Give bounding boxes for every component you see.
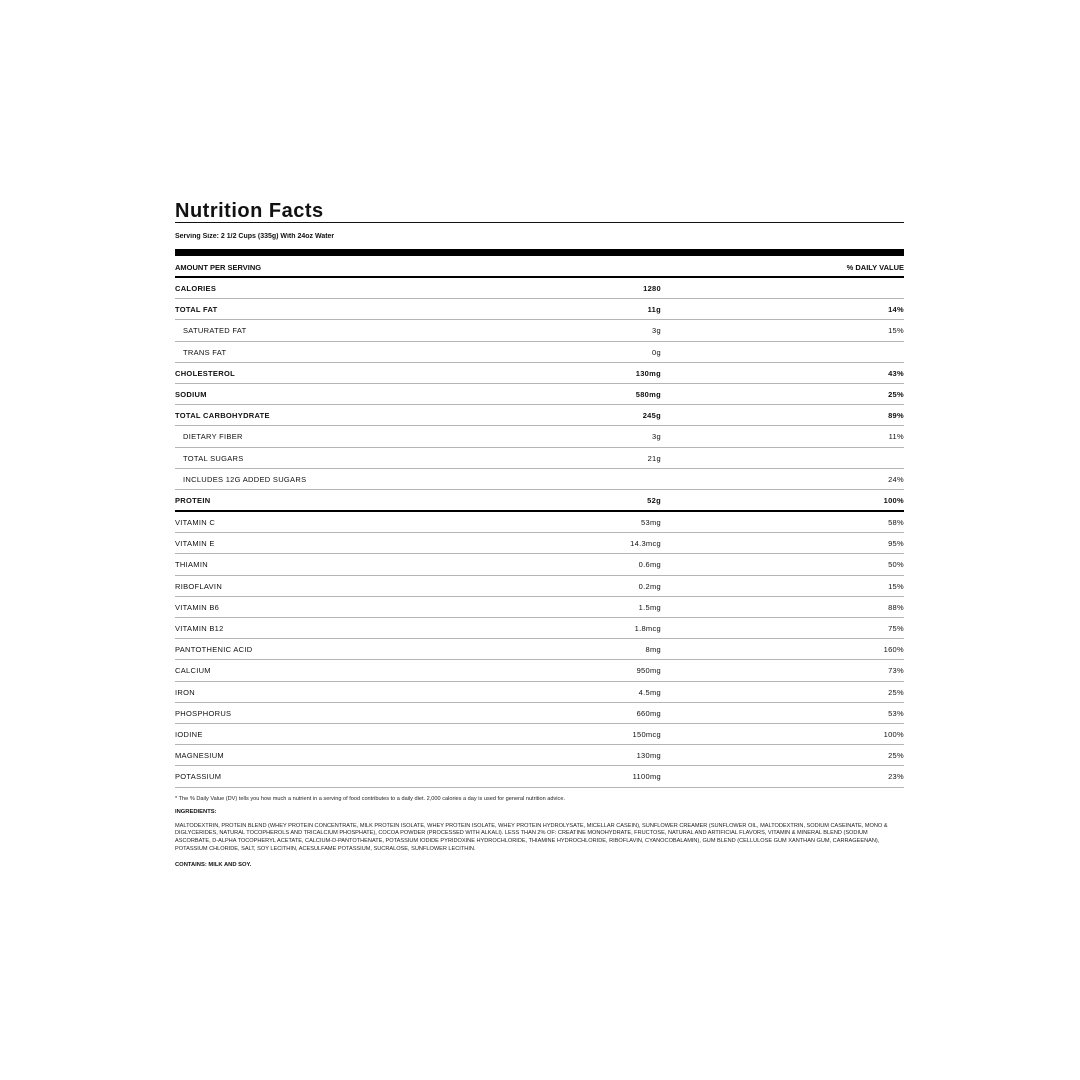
nutrient-name: VITAMIN C <box>175 518 216 528</box>
allergen-statement: CONTAINS: MILK AND SOY. <box>175 861 252 868</box>
nutrient-daily-value: 53% <box>888 708 904 718</box>
amount-per-serving-heading: AMOUNT PER SERVING <box>175 262 262 272</box>
nutrient-daily-value: 25% <box>888 751 904 761</box>
nutrient-row <box>175 426 904 447</box>
nutrient-daily-value: 23% <box>888 772 904 782</box>
serving-size: Serving Size: 2 1/2 Cups (335g) With 24oz Water <box>175 233 335 240</box>
nutrient-row <box>175 384 904 405</box>
nutrient-daily-value: 14% <box>888 305 904 315</box>
nutrition-facts-panel <box>175 200 904 868</box>
nutrient-amount: 0g <box>652 347 661 357</box>
nutrient-name: CALCIUM <box>175 666 211 676</box>
nutrient-row <box>175 278 904 299</box>
nutrient-name: VITAMIN B6 <box>175 602 220 612</box>
ingredients-text: MALTODEXTRIN, PROTEIN BLEND (WHEY PROTEIN CONCENTRATE, MILK PROTEIN ISOLATE, WHEY PROTEIN ISOLATE, WHEY PROTEIN HYDROLYSATE, MICELLAR CASEIN), SUNFLOWER CREAMER (SUNFLOWER OIL, MALTODEXTRIN, SODIUM CASEINATE, MONO & DIGLYCERIDES, NATURAL TOCOPHEROLS AND TRICALCIUM PHOSPHATE), COCOA POWDER (PROCESSED WITH ALKALI). LESS THAN 2% OF: CREATINE MONOHYDRATE, FRUCTOSE, NATURAL AND ARTIFICIAL FLAVORS, VITAMIN & MINERAL BLEND (SODIUM ASCORBATE, D-ALPHA TOCOPHERYL ACETATE, CALCIUM-D-PANTOTHENATE, POTASSIUM IODIDE PYRIDOXINE HYDROCHLORIDE, THIAMINE HYDROCHLORIDE, RIBOFLAVIN, CYANOCOBALAMIN), GUM BLEND (CELLULOSE GUM XANTHAN GUM, CARRAGEENAN), POTASSIUM CHLORIDE, SALT, SOY LECITHIN, ACESULFAME POTASSIUM, SUCRALOSE, SUNFLOWER LECITHIN. <box>175 822 888 852</box>
nutrient-row <box>175 639 904 660</box>
nutrient-row <box>175 660 904 681</box>
daily-value-heading: % DAILY VALUE <box>846 262 904 272</box>
nutrient-name: VITAMIN E <box>175 539 215 549</box>
nutrient-amount: 52g <box>647 495 661 505</box>
nutrient-name: TOTAL FAT <box>175 305 218 315</box>
nutrient-daily-value: 50% <box>888 560 904 570</box>
nutrient-daily-value: 160% <box>883 645 904 655</box>
nutrient-name: SODIUM <box>175 389 207 399</box>
nutrient-amount: 660mg <box>636 708 661 718</box>
nutrient-row <box>175 597 904 618</box>
nutrient-amount: 11g <box>647 305 661 315</box>
title-divider <box>175 222 904 223</box>
nutrient-daily-value: 43% <box>888 368 904 378</box>
nutrient-daily-value: 89% <box>888 411 904 421</box>
nutrient-daily-value: 100% <box>883 729 904 739</box>
nutrient-name: CHOLESTEROL <box>175 368 235 378</box>
nutrient-row <box>175 554 904 575</box>
nutrient-row <box>175 299 904 320</box>
nutrient-amount: 1280 <box>643 284 661 293</box>
nutrient-daily-value: 95% <box>888 539 904 549</box>
nutrient-daily-value: 15% <box>888 326 904 336</box>
nutrient-daily-value: 11% <box>888 432 904 442</box>
nutrient-row <box>175 363 904 384</box>
nutrient-daily-value: 25% <box>888 389 904 399</box>
nutrient-amount: 1100mg <box>632 772 661 782</box>
nutrient-name: TOTAL SUGARS <box>183 453 244 463</box>
nutrient-row <box>175 766 904 787</box>
daily-value-footnote: * The % Daily Value (DV) tells you how much a nutrient in a serving of food contributes to a daily diet. 2,000 calories a day is used for general nutrition advice. <box>175 795 566 802</box>
nutrient-name: THIAMIN <box>175 560 208 570</box>
nutrient-name: TRANS FAT <box>183 347 227 357</box>
nutrient-daily-value: 58% <box>888 518 904 528</box>
nutrient-row <box>175 512 904 533</box>
nutrient-name: PANTOTHENIC ACID <box>175 645 253 655</box>
nutrient-name: INCLUDES 12G ADDED SUGARS <box>183 474 307 484</box>
nutrient-amount: 150mcg <box>632 729 661 739</box>
ingredients-heading: INGREDIENTS: <box>175 808 217 815</box>
nutrient-amount: 580mg <box>635 389 661 399</box>
nutrient-row <box>175 342 904 363</box>
nutrient-daily-value: 88% <box>888 602 904 612</box>
nutrient-name: CALORIES <box>175 284 217 293</box>
nutrient-row <box>175 703 904 724</box>
nutrient-name: DIETARY FIBER <box>183 432 243 442</box>
nutrient-amount: 3g <box>652 326 661 336</box>
nutrient-row <box>175 724 904 745</box>
nutrient-name: VITAMIN B12 <box>175 624 224 633</box>
nutrient-row <box>175 405 904 426</box>
nutrient-amount: 245g <box>642 411 661 421</box>
nutrient-row <box>175 576 904 597</box>
thick-divider <box>175 249 904 256</box>
nutrient-amount: 21g <box>647 453 661 463</box>
nutrient-row <box>175 533 904 554</box>
nutrient-amount: 3g <box>652 432 661 442</box>
nutrient-row <box>175 448 904 469</box>
nutrient-daily-value: 73% <box>888 666 904 676</box>
nutrient-amount: 130mg <box>636 751 661 761</box>
nutrient-daily-value: 24% <box>888 474 904 484</box>
nutrient-row <box>175 320 904 341</box>
nutrient-amount: 1.8mcg <box>634 624 661 633</box>
table-header <box>175 258 904 278</box>
nutrient-daily-value: 25% <box>888 687 904 697</box>
nutrient-amount: 1.5mg <box>638 602 661 612</box>
nutrient-name: IRON <box>175 687 195 697</box>
label-title: Nutrition Facts <box>175 200 324 222</box>
nutrient-row <box>175 618 904 639</box>
nutrient-amount: 130mg <box>635 368 661 378</box>
nutrient-name: MAGNESIUM <box>175 751 224 761</box>
nutrient-daily-value: 15% <box>888 581 904 591</box>
nutrient-name: PHOSPHORUS <box>175 708 232 718</box>
nutrient-name: RIBOFLAVIN <box>175 581 223 591</box>
nutrient-row <box>175 469 904 490</box>
nutrient-daily-value: 75% <box>888 624 904 633</box>
nutrient-row <box>175 490 904 512</box>
nutrient-amount: 0.2mg <box>638 581 661 591</box>
nutrient-daily-value: 100% <box>883 495 904 505</box>
nutrient-table <box>175 278 904 788</box>
nutrient-row <box>175 745 904 766</box>
nutrient-name: SATURATED FAT <box>183 326 247 336</box>
nutrient-amount: 950mg <box>636 666 661 676</box>
nutrient-name: TOTAL CARBOHYDRATE <box>175 411 270 421</box>
nutrient-name: POTASSIUM <box>175 772 222 782</box>
nutrient-name: IODINE <box>175 729 203 739</box>
nutrient-amount: 8mg <box>645 645 661 655</box>
nutrient-row <box>175 682 904 703</box>
nutrient-amount: 14.3mcg <box>630 539 661 549</box>
nutrient-amount: 0.6mg <box>638 560 661 570</box>
nutrient-amount: 53mg <box>641 518 661 528</box>
nutrient-amount: 4.5mg <box>638 687 661 697</box>
nutrient-name: PROTEIN <box>175 495 211 505</box>
